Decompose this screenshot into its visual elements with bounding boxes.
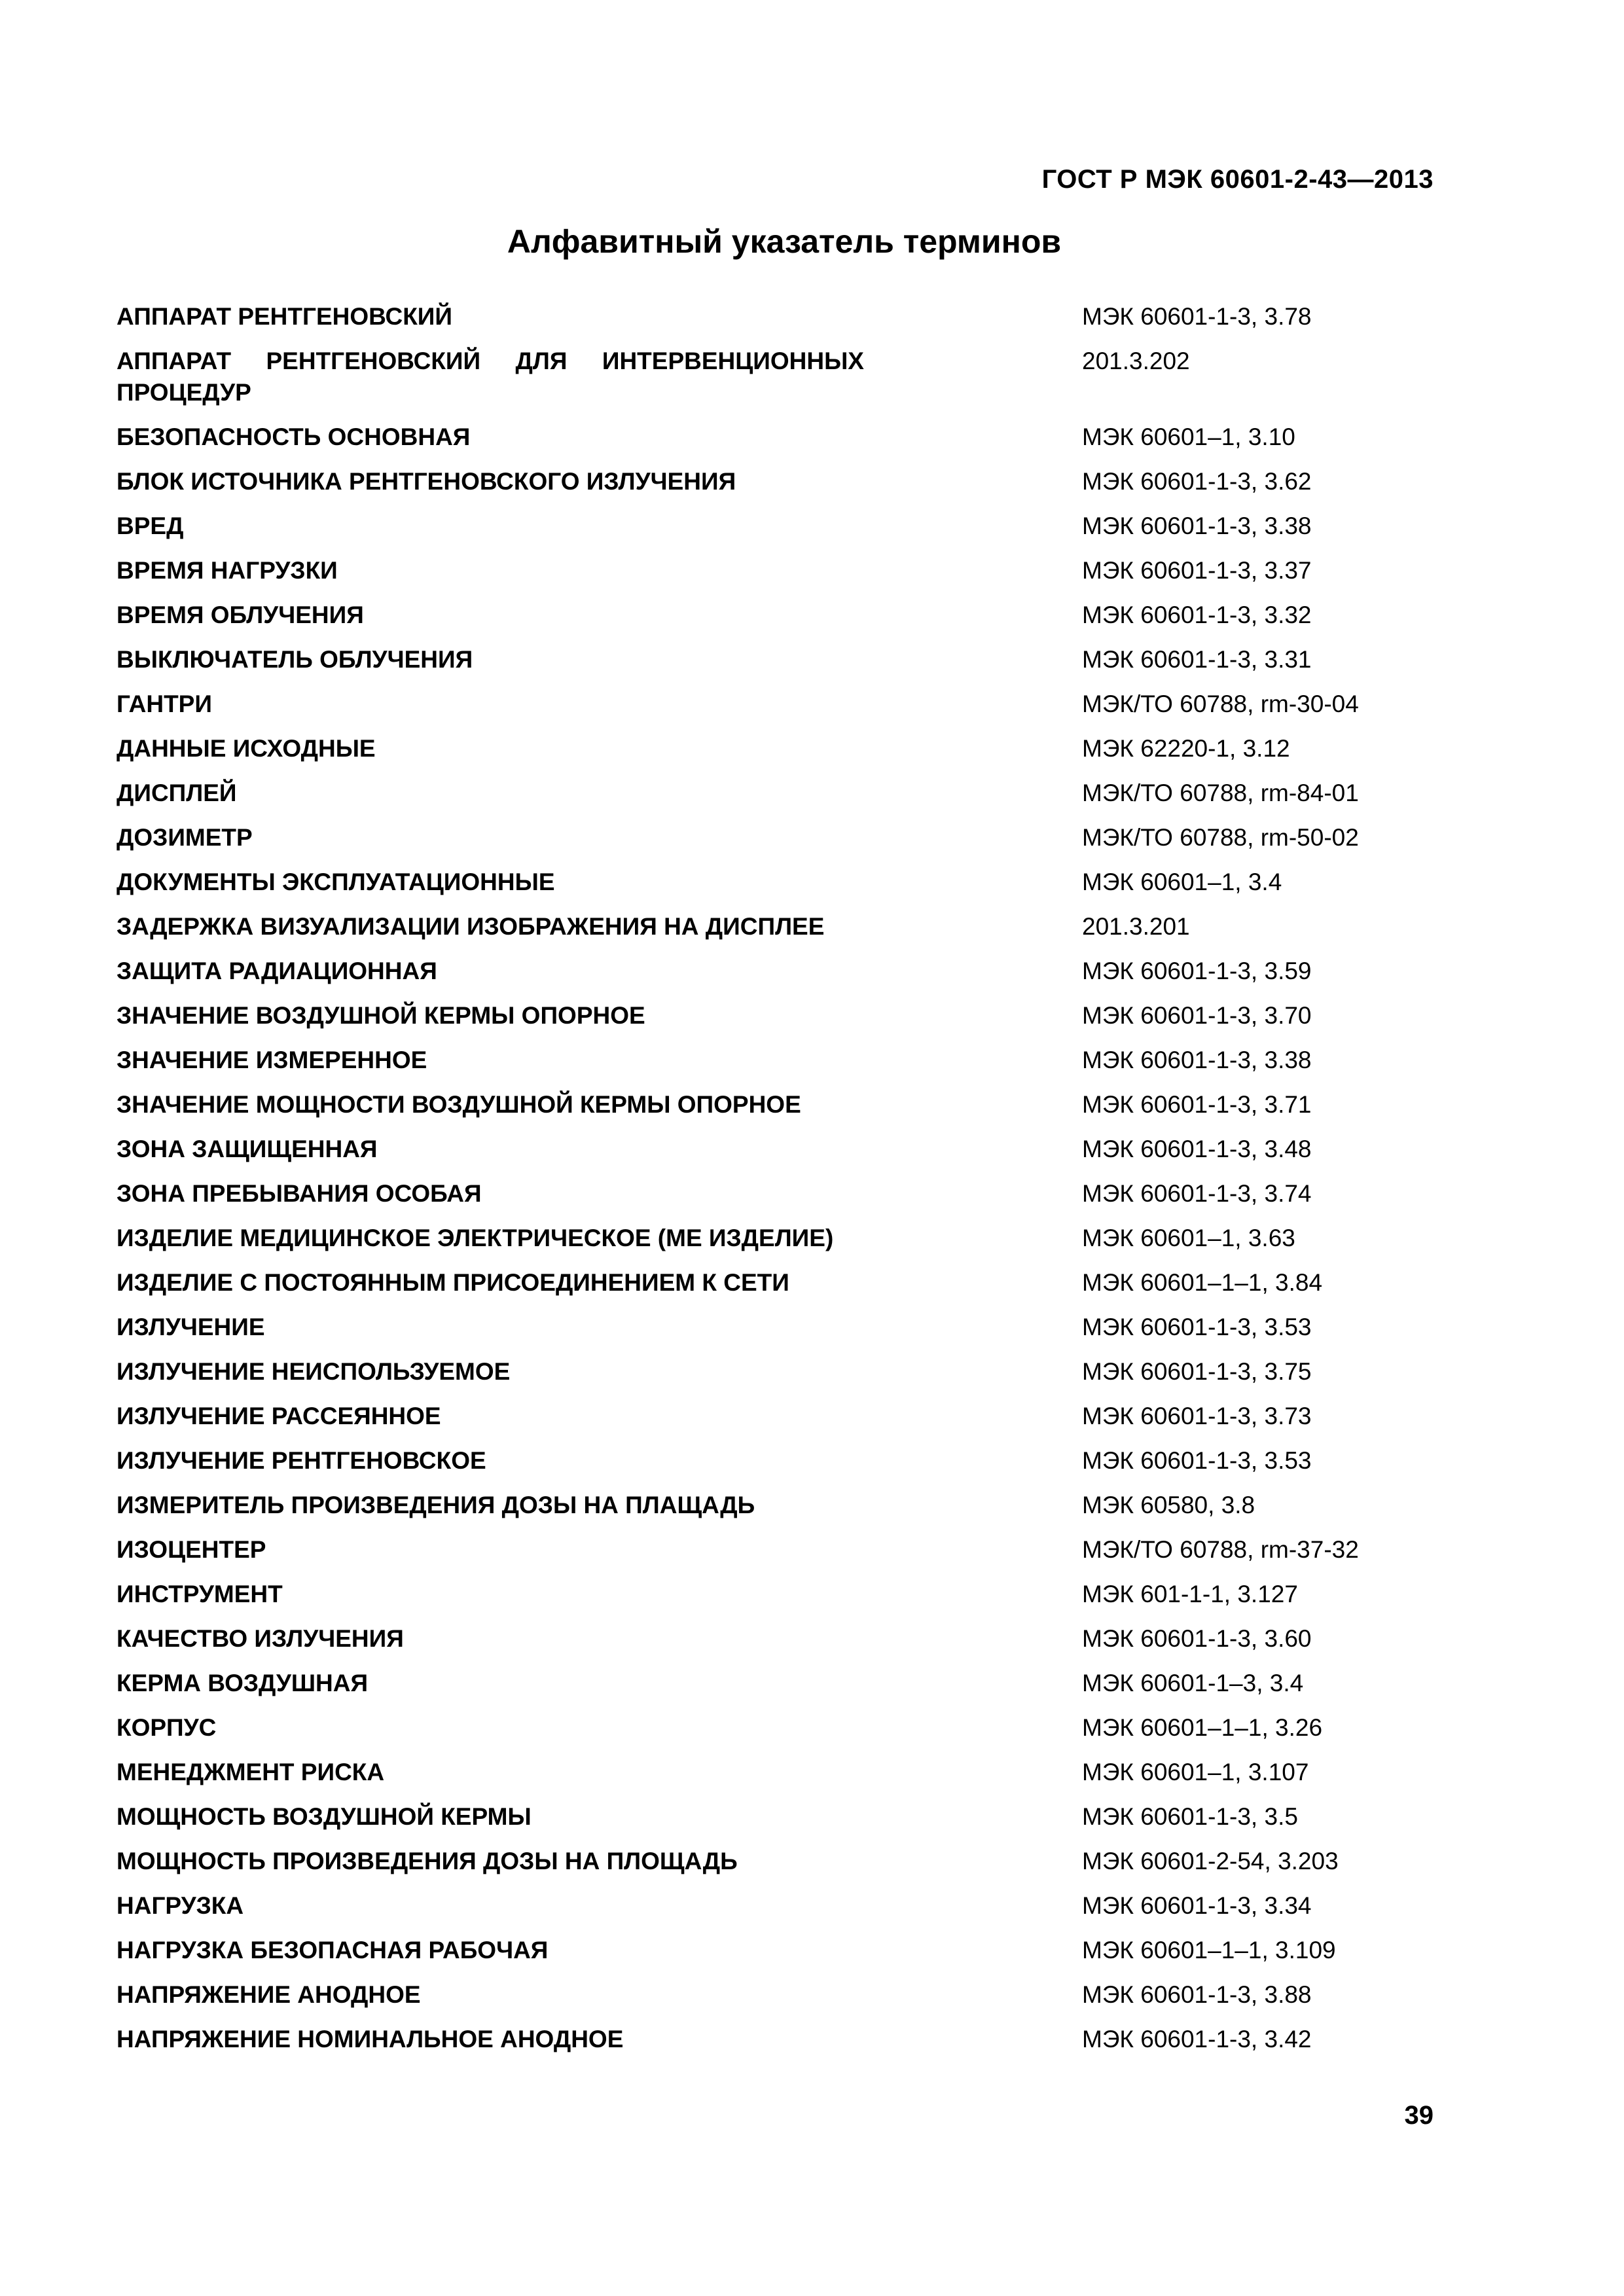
term-reference: МЭК 60601-1–3, 3.4: [1082, 1670, 1304, 1696]
list-item: [117, 1623, 1434, 1668]
page-title: Алфавитный указатель терминов: [507, 223, 1062, 260]
term-reference: 201.3.201: [1082, 913, 1190, 940]
term-name: НАГРУЗКА: [117, 1892, 244, 1919]
term-name: ИНСТРУМЕНТ: [117, 1581, 283, 1607]
term-name: ИЗЛУЧЕНИЕ НЕИСПОЛЬЗУЕМОЕ: [117, 1358, 511, 1385]
list-item: [117, 1757, 1434, 1801]
term-name: ДОКУМЕНТЫ ЭКСПЛУАТАЦИОННЫЕ: [117, 869, 555, 895]
term-name: ДИСПЛЕЙ: [117, 780, 237, 806]
term-name: БЕЗОПАСНОСТЬ ОСНОВНАЯ: [117, 423, 471, 450]
term-reference: МЭК/ТО 60788, rm-84-01: [1082, 780, 1359, 806]
term-reference: МЭК 60601-1-3, 3.75: [1082, 1358, 1312, 1385]
list-item: [117, 1979, 1434, 2024]
term-name: ЗНАЧЕНИЕ ИЗМЕРЕННОЕ: [117, 1047, 427, 1073]
term-name: КОРПУС: [117, 1714, 217, 1741]
term-name: МОЩНОСТЬ ПРОИЗВЕДЕНИЯ ДОЗЫ НА ПЛОЩАДЬ: [117, 1848, 738, 1874]
term-reference: МЭК 60601-1-3, 3.53: [1082, 1447, 1312, 1474]
list-item: [117, 466, 1434, 511]
term-name: ИЗЛУЧЕНИЕ: [117, 1314, 265, 1340]
list-item: [117, 1134, 1434, 1178]
term-name: ИЗЛУЧЕНИЕ РАССЕЯННОЕ: [117, 1403, 441, 1429]
term-name: ВРЕД: [117, 512, 184, 539]
document-header: ГОСТ Р МЭК 60601-2-43—2013: [1041, 165, 1434, 194]
term-reference: МЭК 60601-1-3, 3.70: [1082, 1002, 1312, 1029]
term-name: КЕРМА ВОЗДУШНАЯ: [117, 1670, 369, 1696]
term-name: ДАННЫЕ ИСХОДНЫЕ: [117, 735, 376, 762]
list-item: [117, 1000, 1434, 1045]
term-name: МОЩНОСТЬ ВОЗДУШНОЙ КЕРМЫ: [117, 1803, 532, 1830]
list-item: [117, 301, 1434, 346]
term-name: НАПРЯЖЕНИЕ АНОДНОЕ: [117, 1981, 421, 2008]
term-reference: МЭК 60601-1-3, 3.60: [1082, 1625, 1312, 1652]
term-reference: МЭК 60601–1–1, 3.84: [1082, 1269, 1323, 1296]
term-reference: МЭК 60601-1-3, 3.78: [1082, 303, 1312, 330]
list-item: [117, 600, 1434, 644]
list-item: [117, 1356, 1434, 1401]
term-reference: МЭК 60601-1-3, 3.71: [1082, 1091, 1312, 1118]
term-reference: МЭК 60601-1-3, 3.32: [1082, 601, 1312, 628]
term-name: НАГРУЗКА БЕЗОПАСНАЯ РАБОЧАЯ: [117, 1937, 549, 1964]
list-item: [117, 1534, 1434, 1579]
list-item: [117, 1089, 1434, 1134]
term-name: ИЗЛУЧЕНИЕ РЕНТГЕНОВСКОЕ: [117, 1447, 486, 1474]
term-reference: МЭК 60601-1-3, 3.88: [1082, 1981, 1312, 2008]
list-item: [117, 1890, 1434, 1935]
term-reference: МЭК 601-1-1, 3.127: [1082, 1581, 1298, 1607]
term-reference: МЭК/ТО 60788, rm-37-32: [1082, 1536, 1359, 1563]
list-item: [117, 1801, 1434, 1846]
list-item: [117, 822, 1434, 867]
term-name: ИЗМЕРИТЕЛЬ ПРОИЗВЕДЕНИЯ ДОЗЫ НА ПЛАЩАДЬ: [117, 1492, 755, 1518]
list-item: [117, 867, 1434, 911]
list-item: [117, 689, 1434, 733]
list-item: [117, 1267, 1434, 1312]
term-reference: МЭК 60601–1, 3.4: [1082, 869, 1282, 895]
term-name: АППАРАТ РЕНТГЕНОВСКИЙ ДЛЯ ИНТЕРВЕНЦИОННЫХ ПРОЦЕДУР: [117, 348, 864, 406]
list-item: [117, 1712, 1434, 1757]
term-reference: МЭК 60601-1-3, 3.31: [1082, 646, 1312, 673]
term-name: ИЗОЦЕНТЕР: [117, 1536, 266, 1563]
term-reference: МЭК/ТО 60788, rm-30-04: [1082, 691, 1359, 717]
list-item: [117, 911, 1434, 956]
list-item: [117, 733, 1434, 778]
term-reference: 201.3.202: [1082, 348, 1190, 374]
list-item: [117, 1846, 1434, 1890]
list-item: [117, 1045, 1434, 1089]
term-name: БЛОК ИСТОЧНИКА РЕНТГЕНОВСКОГО ИЗЛУЧЕНИЯ: [117, 468, 736, 495]
term-reference: МЭК 60601-1-3, 3.37: [1082, 557, 1312, 584]
term-reference: МЭК 60601-1-3, 3.62: [1082, 468, 1312, 495]
term-reference: МЭК 60601-1-3, 3.38: [1082, 512, 1312, 539]
list-item: [117, 555, 1434, 600]
list-item: [117, 1401, 1434, 1445]
term-name: ВРЕМЯ ОБЛУЧЕНИЯ: [117, 601, 364, 628]
list-item: [117, 778, 1434, 822]
term-reference: МЭК 62220-1, 3.12: [1082, 735, 1290, 762]
term-name: ИЗДЕЛИЕ МЕДИЦИНСКОЕ ЭЛЕКТРИЧЕСКОЕ (МЕ ИЗДЕЛИЕ): [117, 1225, 834, 1251]
term-reference: МЭК 60601-1-3, 3.53: [1082, 1314, 1312, 1340]
term-reference: МЭК 60601-1-3, 3.73: [1082, 1403, 1312, 1429]
term-name: ИЗДЕЛИЕ С ПОСТОЯННЫМ ПРИСОЕДИНЕНИЕМ К СЕТИ: [117, 1269, 789, 1296]
list-item: [117, 644, 1434, 689]
term-name: НАПРЯЖЕНИЕ НОМИНАЛЬНОЕ АНОДНОЕ: [117, 2026, 624, 2053]
term-name: ЗАДЕРЖКА ВИЗУАЛИЗАЦИИ ИЗОБРАЖЕНИЯ НА ДИСПЛЕЕ: [117, 913, 825, 940]
list-item: [117, 511, 1434, 555]
term-reference: МЭК 60601-1-3, 3.34: [1082, 1892, 1312, 1919]
term-reference: МЭК 60601–1–1, 3.109: [1082, 1937, 1336, 1964]
page-number: 39: [1404, 2101, 1434, 2130]
term-reference: МЭК 60601–1, 3.10: [1082, 423, 1295, 450]
term-name: АППАРАТ РЕНТГЕНОВСКИЙ: [117, 303, 452, 330]
list-item: [117, 1178, 1434, 1223]
term-reference: МЭК 60601-1-3, 3.59: [1082, 958, 1312, 984]
list-item: [117, 1935, 1434, 1979]
term-reference: МЭК 60601-1-3, 3.38: [1082, 1047, 1312, 1073]
term-reference: МЭК 60601-1-3, 3.42: [1082, 2026, 1312, 2053]
term-reference: МЭК 60601–1, 3.63: [1082, 1225, 1295, 1251]
term-name: ЗНАЧЕНИЕ МОЩНОСТИ ВОЗДУШНОЙ КЕРМЫ ОПОРНОЕ: [117, 1091, 801, 1118]
term-reference: МЭК 60601-2-54, 3.203: [1082, 1848, 1339, 1874]
term-name: ЗАЩИТА РАДИАЦИОННАЯ: [117, 958, 437, 984]
term-reference: МЭК 60601-1-3, 3.48: [1082, 1136, 1312, 1162]
term-reference: МЭК 60601–1–1, 3.26: [1082, 1714, 1323, 1741]
list-item: [117, 1579, 1434, 1623]
list-item: [117, 2024, 1434, 2068]
term-reference: МЭК 60580, 3.8: [1082, 1492, 1255, 1518]
term-name: ВЫКЛЮЧАТЕЛЬ ОБЛУЧЕНИЯ: [117, 646, 473, 673]
list-item: [117, 956, 1434, 1000]
term-name: ВРЕМЯ НАГРУЗКИ: [117, 557, 338, 584]
term-reference: МЭК 60601–1, 3.107: [1082, 1759, 1309, 1785]
list-item: [117, 1668, 1434, 1712]
term-name: МЕНЕДЖМЕНТ РИСКА: [117, 1759, 385, 1785]
term-name: КАЧЕСТВО ИЗЛУЧЕНИЯ: [117, 1625, 404, 1652]
list-item: [117, 346, 1434, 422]
term-reference: МЭК 60601-1-3, 3.5: [1082, 1803, 1298, 1830]
term-name: ЗОНА ЗАЩИЩЕННАЯ: [117, 1136, 378, 1162]
term-index-list: [117, 301, 1434, 2068]
term-name: ЗНАЧЕНИЕ ВОЗДУШНОЙ КЕРМЫ ОПОРНОЕ: [117, 1002, 645, 1029]
term-reference: МЭК 60601-1-3, 3.74: [1082, 1180, 1312, 1207]
term-name: ГАНТРИ: [117, 691, 212, 717]
term-name: ДОЗИМЕТР: [117, 824, 253, 851]
term-name: ЗОНА ПРЕБЫВАНИЯ ОСОБАЯ: [117, 1180, 482, 1207]
list-item: [117, 1490, 1434, 1534]
list-item: [117, 1312, 1434, 1356]
list-item: [117, 1223, 1434, 1267]
list-item: [117, 422, 1434, 466]
list-item: [117, 1445, 1434, 1490]
term-reference: МЭК/ТО 60788, rm-50-02: [1082, 824, 1359, 851]
